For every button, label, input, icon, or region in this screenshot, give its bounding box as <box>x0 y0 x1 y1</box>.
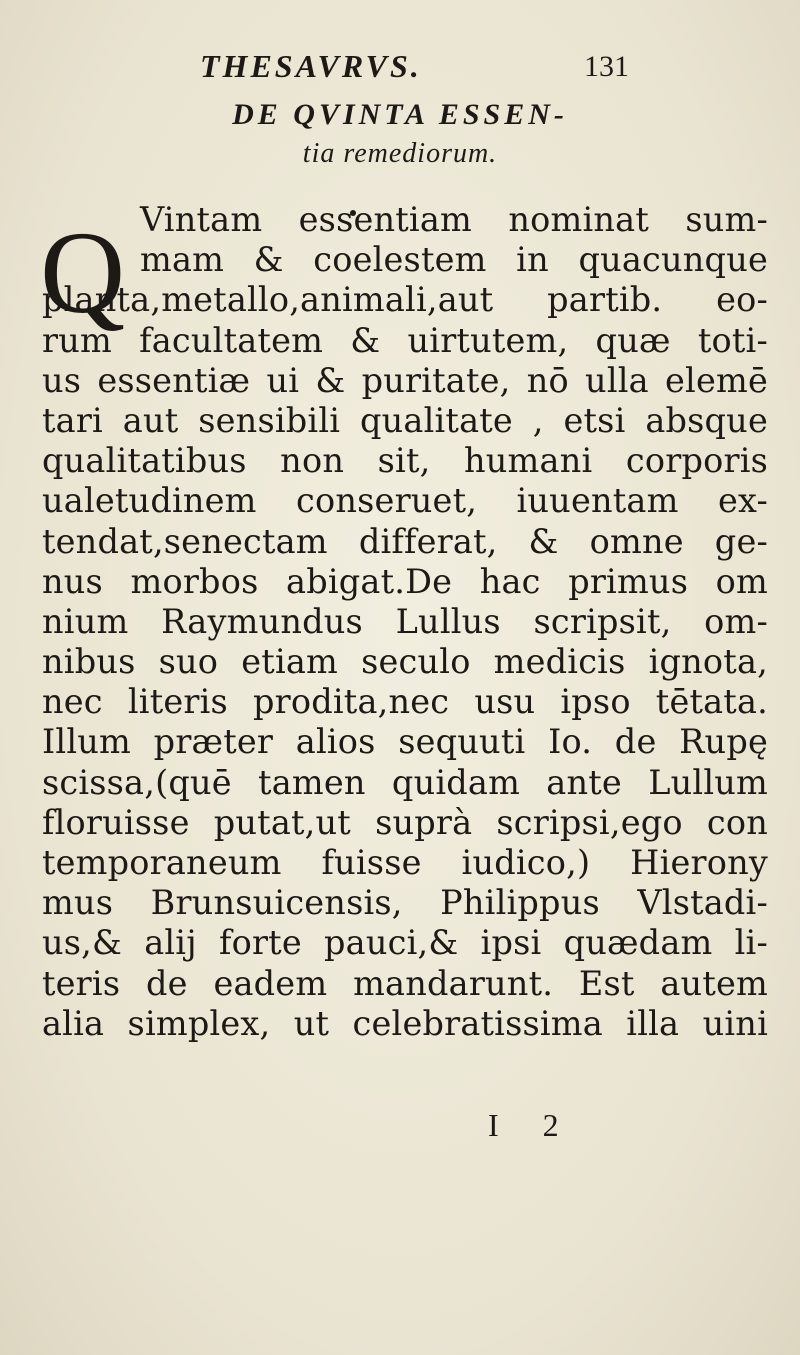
page-number: 131 <box>584 50 629 83</box>
text-line: qualitatibus non sit, humani corporis <box>42 441 768 481</box>
text-line: ualetudinem conseruet, iuuentam ex- <box>42 481 768 521</box>
text-line: us essentiæ ui & puritate, nō ulla elemē <box>42 360 768 400</box>
text-line: nium Raymundus Lullus scripsit, om- <box>42 601 768 641</box>
catchword: I 2 <box>488 1107 577 1143</box>
text-line: teris de eadem mandarunt. Est autem <box>42 963 768 1003</box>
text-line: nus morbos abigat.De hac primus om <box>42 561 768 601</box>
text-line: nec literis prodita,nec usu ipso tētata. <box>42 682 768 722</box>
body-text <box>42 200 768 1044</box>
chapter-heading <box>0 98 800 170</box>
text-line: nibus suo etiam seculo medicis ignota, <box>42 642 768 682</box>
text-line: mam & coelestem in quacunque <box>140 240 768 280</box>
running-title: THESAVRVS. <box>200 48 422 84</box>
text-line: Illum præter alios sequuti Io. de Rupę <box>42 722 768 762</box>
text-line: scissa,(quē tamen quidam ante Lullum <box>42 762 768 802</box>
chapter-subtitle: tia remediorum. <box>302 138 498 169</box>
text-line: Vintam essentiam nominat sum- <box>140 200 768 239</box>
running-head <box>0 48 800 88</box>
text-line: alia simplex, ut celebratissima illa uini <box>42 1003 768 1043</box>
text-line: tari aut sensibili qualitate , etsi absque <box>42 400 768 440</box>
text-line: mus Brunsuicensis, Philippus Vlstadi- <box>42 883 768 923</box>
chapter-title: DE QVINTA ESSEN- <box>232 98 568 131</box>
drop-cap: Q <box>40 207 126 338</box>
text-line: rum facultatem & uirtutem, quæ toti- <box>42 320 768 360</box>
text-line: us,& alij forte pauci,& ipsi quædam li- <box>42 923 768 963</box>
text-line: temporaneum fuisse iudico,) Hierony <box>42 843 768 882</box>
text-line: floruisse putat,ut suprà scripsi,ego con <box>42 802 768 842</box>
text-line: planta,metallo,animali,aut partib. eo- <box>42 280 768 320</box>
text-line: tendat,senectam differat, & omne ge- <box>42 521 768 561</box>
